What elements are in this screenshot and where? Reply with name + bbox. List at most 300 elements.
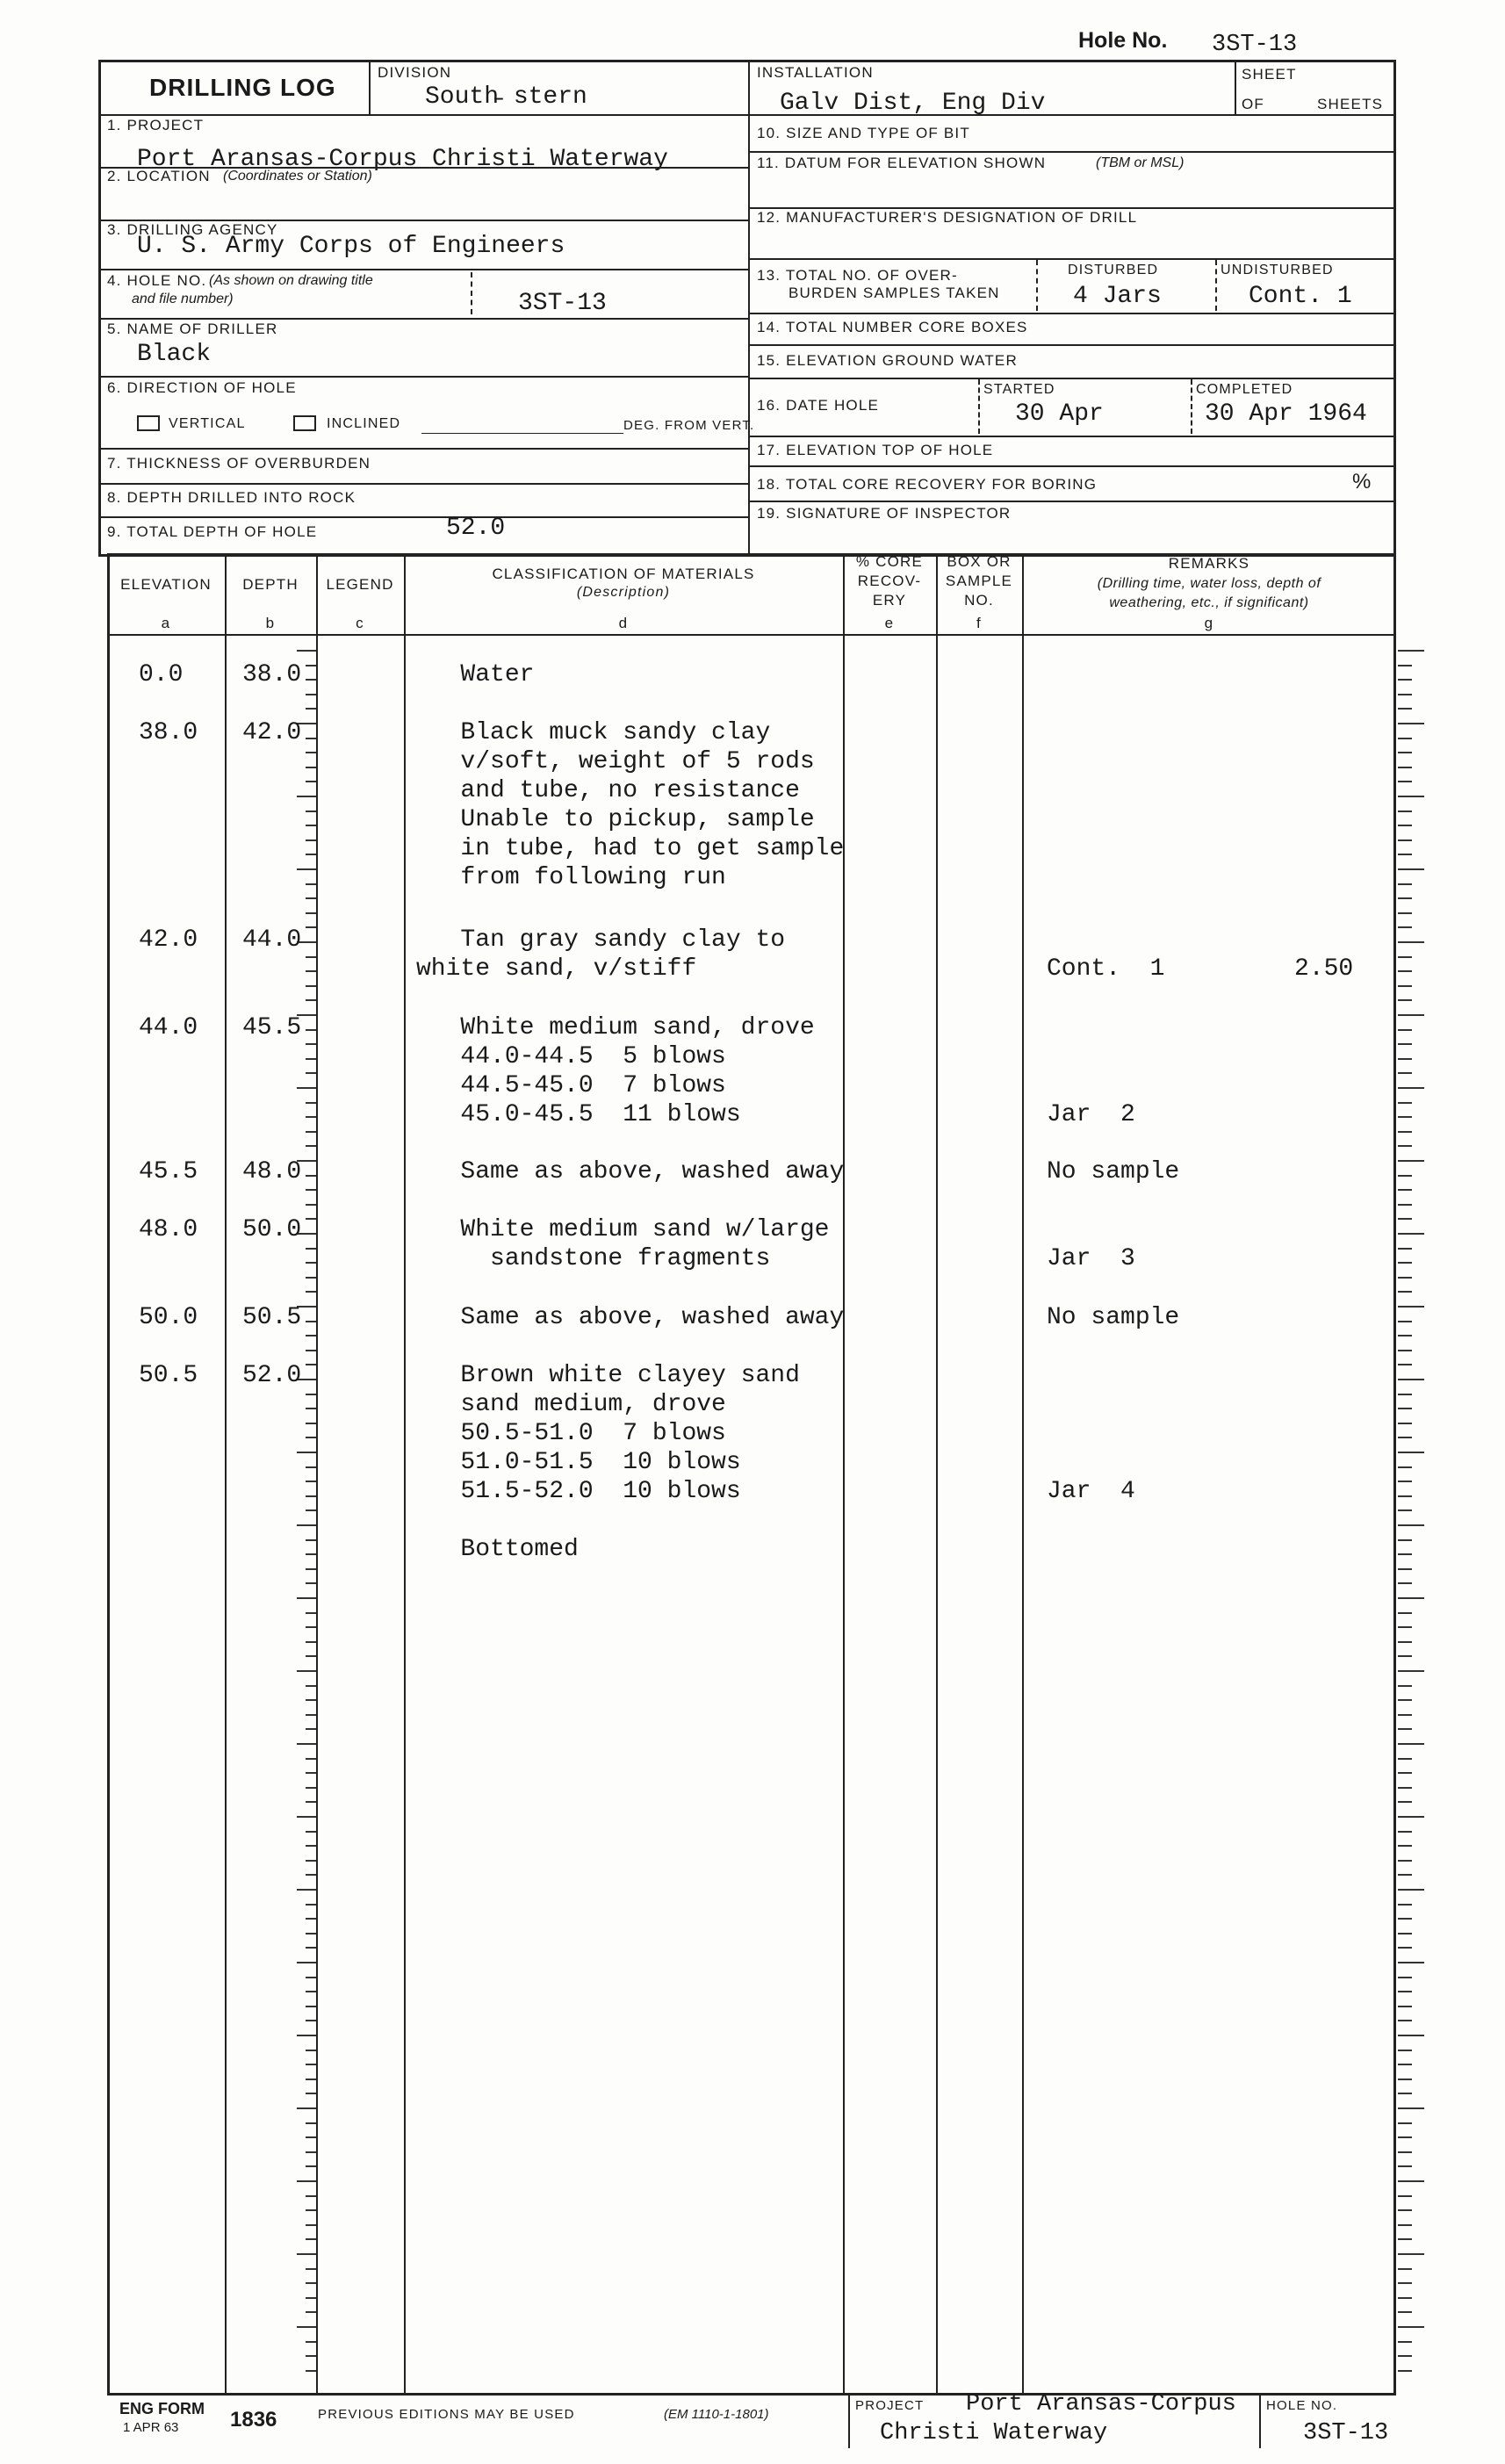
footer-number: 1836 [230,2408,277,2432]
margin-tick [1398,1029,1412,1031]
drill-designation-label: 12. MANUFACTURER'S DESIGNATION OF DRILL [757,209,1138,226]
margin-tick [1398,1277,1412,1279]
ground-water-label: 15. ELEVATION GROUND WATER [757,352,1018,369]
margin-tick [1398,1787,1412,1789]
depth-tick [306,1874,316,1876]
row-4-depth: 45.5 [242,1014,302,1041]
disturbed-value: 4 Jars [1073,283,1162,310]
margin-tick [1398,1350,1412,1351]
depth-tick [306,1845,316,1847]
depth-tick [306,1481,316,1482]
margin-tick [1398,1582,1412,1584]
depth-tick [297,1962,316,1963]
row-8-elevation: 50.5 [139,1362,198,1389]
margin-tick [1398,912,1412,914]
depth-tick [306,1058,316,1060]
footer-project-label: PROJECT [855,2398,925,2413]
depth-tick [306,1728,316,1730]
depth-tick [306,1437,316,1438]
depth-tick [306,2079,316,2080]
hole-no-note: (As shown on drawing title [209,273,373,288]
margin-tick [1398,2035,1424,2036]
division-label: DIVISION [378,64,452,81]
depth-tick [306,1218,316,1220]
footer-hole-label: HOLE NO. [1266,2398,1338,2413]
samples-label-a: 13. TOTAL NO. OF OVER- [757,267,958,284]
margin-tick [1398,1947,1412,1949]
row-5-elevation: 45.5 [139,1158,198,1185]
depth-tick [306,970,316,972]
margin-tick [1398,2020,1412,2021]
row-7-description: Same as above, washed away [416,1304,845,1331]
footer-date: 1 APR 63 [123,2420,179,2435]
margin-tick [1398,1728,1412,1730]
margin-tick [1398,679,1412,681]
margin-tick [1398,665,1412,666]
bit-label: 10. SIZE AND TYPE OF BIT [757,125,970,141]
depth-tick [306,1641,316,1643]
col-classification: CLASSIFICATION OF MATERIALS [492,566,755,582]
margin-tick [1398,1655,1412,1657]
row-3-elevation: 42.0 [139,926,198,954]
installation-label: INSTALLATION [757,64,874,81]
margin-tick [1398,1743,1424,1745]
depth-tick [306,926,316,928]
margin-tick [1398,1933,1412,1934]
project-value: Port Aransas-Corpus Christi Waterway [137,146,668,173]
depth-tick [306,2297,316,2299]
margin-tick [1398,2311,1412,2313]
depth-tick [306,1655,316,1657]
col-remarks: REMARKS [1168,555,1250,572]
footer-project-value-2: Christi Waterway [880,2420,1108,2446]
margin-tick [1398,1699,1412,1701]
margin-tick [1398,1539,1412,1541]
margin-tick [1398,2341,1412,2343]
inclined-checkbox[interactable] [293,415,316,431]
depth-tick [306,1699,316,1701]
margin-tick [1398,1335,1412,1336]
depth-tick [306,694,316,695]
depth-tick [306,1394,316,1395]
margin-tick [1398,1189,1412,1191]
depth-tick [306,1582,316,1584]
margin-tick [1398,2195,1412,2197]
col-core-a: % CORE [855,553,924,570]
margin-tick [1398,956,1412,958]
depth-tick [306,1175,316,1177]
depth-tick [306,2238,316,2240]
footer-project-value-1: Port Aransas-Corpus [966,2391,1236,2417]
depth-tick [306,1335,316,1336]
row-5-remark: No sample [1047,1158,1180,1185]
depth-tick [306,1262,316,1264]
row-4-remark: Jar 2 [1047,1101,1135,1128]
datum-note: (TBM or MSL) [1096,155,1185,170]
depth-tick [306,1933,316,1934]
depth-tick [306,2151,316,2153]
margin-tick [1398,1831,1412,1833]
row-1-depth: 38.0 [242,661,302,688]
depth-tick [306,1145,316,1147]
margin-tick [1398,1626,1412,1628]
row-6-description: White medium sand w/large sandstone fragments [460,1216,830,1272]
col-depth: DEPTH [242,576,299,593]
depth-tick [306,1495,316,1497]
hole-no-header-label: Hole No. [1078,28,1168,53]
margin-tick [1398,2282,1412,2284]
depth-tick [306,1831,316,1833]
inclined-label: INCLINED [327,416,401,431]
col-remarks-b: weathering, etc., if significant) [1109,595,1309,610]
row-5-description: Same as above, washed away [416,1158,845,1185]
completed-value: 30 Apr 1964 [1205,400,1367,428]
row-2-elevation: 38.0 [139,719,198,746]
depth-tick [297,650,316,652]
margin-tick [1398,941,1424,943]
margin-tick [1398,767,1412,768]
core-boxes-label: 14. TOTAL NUMBER CORE BOXES [757,319,1028,335]
depth-tick [306,2224,316,2226]
hole-no-value: 3ST-13 [518,290,607,317]
depth-tick [297,1452,316,1453]
depth-tick [306,1860,316,1862]
footer-hole-value: 3ST-13 [1303,2420,1389,2446]
vertical-checkbox[interactable] [137,415,160,431]
depth-tick [306,825,316,826]
depth-tick [297,1743,316,1745]
margin-tick [1398,2355,1412,2357]
depth-tick [306,2050,316,2051]
margin-tick [1398,1845,1412,1847]
vertical-label: VERTICAL [169,416,246,431]
row-6-elevation: 48.0 [139,1216,198,1243]
margin-tick [1398,723,1424,724]
drilling-agency-label: 3. DRILLING AGENCY [107,221,278,238]
margin-tick [1398,1145,1412,1147]
col-elevation: ELEVATION [120,576,212,593]
margin-tick [1398,1043,1412,1045]
depth-tick [306,2136,316,2138]
rock-depth-label: 8. DEPTH DRILLED INTO ROCK [107,489,356,506]
installation-value: Galv Dist, Eng Div [780,90,1046,117]
margin-tick [1398,1452,1424,1453]
margin-tick [1398,1072,1412,1074]
datum-label: 11. DATUM FOR ELEVATION SHOWN [757,155,1047,171]
margin-tick [1398,926,1412,928]
depth-tick [306,1029,316,1031]
row-3-description: Tan gray sandy clay to white sand, v/stiff [416,926,786,983]
hole-no-note2: and file number) [132,292,234,306]
margin-tick [1398,1394,1412,1395]
margin-tick [1398,970,1412,972]
margin-tick [1398,839,1412,841]
margin-tick [1398,1991,1412,1992]
depth-tick [306,1758,316,1760]
depth-tick [306,883,316,885]
location-label: 2. LOCATION [107,168,211,184]
margin-tick [1398,2180,1424,2182]
depth-tick [306,2093,316,2094]
depth-tick [306,752,316,753]
depth-tick [306,1189,316,1191]
margin-tick [1398,2093,1412,2094]
row-2-depth: 42.0 [242,719,302,746]
margin-tick [1398,1874,1412,1876]
sheet-label: SHEET [1242,66,1297,83]
inspector-label: 19. SIGNATURE OF INSPECTOR [757,505,1012,522]
depth-tick [306,2311,316,2313]
depth-tick [306,2020,316,2021]
project-label: 1. PROJECT [107,117,205,133]
overburden-label: 7. THICKNESS OF OVERBURDEN [107,455,371,472]
row-8-depth: 52.0 [242,1362,302,1389]
depth-tick [306,985,316,987]
depth-tick [306,1714,316,1716]
depth-tick [306,1612,316,1614]
row-1-elevation: 0.0 [139,661,184,688]
depth-tick [306,1291,316,1293]
margin-tick [1398,1248,1412,1250]
margin-tick [1398,2238,1412,2240]
depth-tick [297,1597,316,1599]
sheet-sheets: SHEETS [1317,96,1384,112]
row-6-remark: Jar 3 [1047,1245,1135,1272]
margin-tick [1398,1116,1412,1118]
depth-tick [306,2355,316,2357]
date-hole-label: 16. DATE HOLE [757,397,880,414]
depth-tick [297,1524,316,1526]
undisturbed-value: Cont. 1 [1249,283,1352,310]
depth-tick [297,796,316,797]
depth-tick [306,1787,316,1789]
depth-tick [306,956,316,958]
margin-tick [1398,1014,1424,1016]
margin-tick [1398,1495,1412,1497]
row-4-description: White medium sand, drove 44.0-44.5 5 blows 44.5-45.0 7 blows 45.0-45.5 11 blows [460,1014,815,1128]
margin-tick [1398,1466,1412,1468]
margin-tick [1398,1204,1412,1206]
col-box-a: BOX OR [947,553,1012,570]
margin-tick [1398,999,1412,1001]
depth-tick [306,1568,316,1570]
depth-tick [306,708,316,710]
margin-tick [1398,1408,1412,1409]
col-letter-a: a [161,615,171,631]
depth-tick [306,1977,316,1978]
depth-tick [306,1408,316,1409]
depth-tick [297,2035,316,2036]
col-box-b: SAMPLE [945,573,1013,589]
depth-tick [306,679,316,681]
margin-tick [1398,2326,1424,2328]
depth-tick [306,1043,316,1045]
depth-tick [306,1509,316,1511]
margin-tick [1398,738,1412,739]
margin-tick [1398,781,1412,782]
col-core-b: RECOV- [857,573,922,589]
margin-tick [1398,2297,1412,2299]
footer-em: (EM 1110-1-1801) [664,2407,769,2422]
footer-form: ENG FORM [119,2400,205,2417]
margin-tick [1398,1641,1412,1643]
row-5-depth: 48.0 [242,1158,302,1185]
depth-tick [306,1248,316,1250]
margin-tick [1398,2268,1412,2270]
depth-tick [306,2282,316,2284]
depth-tick [306,738,316,739]
row-8-remark: Jar 4 [1047,1478,1135,1505]
margin-tick [1398,1816,1424,1818]
depth-tick [306,1685,316,1687]
depth-tick [306,781,316,782]
margin-tick [1398,811,1412,812]
col-letter-g: g [1204,615,1214,631]
margin-tick [1398,1962,1424,1963]
top-elevation-label: 17. ELEVATION TOP OF HOLE [757,442,994,458]
depth-tick [306,839,316,841]
col-box-c: NO. [964,592,994,609]
depth-tick [306,1626,316,1628]
depth-tick [306,2195,316,2197]
depth-tick [306,1553,316,1555]
depth-tick [306,1772,316,1774]
row-2-description: Black muck sandy clay v/soft, weight of 5 rods and tube, no resistance Unable to pickup, sample in tube, had to get sample from following run [460,719,845,891]
col-letter-d: d [618,615,629,631]
row-3-remark-value: 2.50 [1294,955,1354,983]
margin-tick [1398,1291,1412,1293]
hole-no-label: 4. HOLE NO. [107,272,207,289]
depth-tick [297,2180,316,2182]
row-8-description: Brown white clayey sand sand medium, drove 50.5-51.0 7 blows 51.0-51.5 10 blows 51.5-52.0 10 blows Bottomed [460,1362,800,1563]
depth-tick [306,811,316,812]
margin-tick [1398,868,1424,870]
margin-tick [1398,1553,1412,1555]
margin-tick [1398,1904,1412,1906]
depth-tick [297,2107,316,2109]
depth-tick [306,1466,316,1468]
col-legend: LEGEND [326,576,394,593]
margin-tick [1398,985,1412,987]
margin-tick [1398,854,1412,855]
depth-tick [297,2253,316,2255]
margin-tick [1398,708,1412,710]
margin-tick [1398,1612,1412,1614]
depth-tick [297,1816,316,1818]
depth-tick [297,1889,316,1891]
depth-tick [306,1116,316,1118]
depth-tick [306,897,316,899]
row-6-depth: 50.0 [242,1216,302,1243]
margin-tick [1398,1102,1412,1104]
row-7-depth: 50.5 [242,1304,302,1331]
row-3-depth: 44.0 [242,926,302,954]
depth-tick [297,868,316,870]
margin-tick [1398,1364,1412,1365]
col-remarks-a: (Drilling time, water loss, depth of [1097,576,1321,591]
margin-tick [1398,825,1412,826]
started-label: STARTED [983,382,1055,397]
margin-tick [1398,1889,1424,1891]
depth-tick [306,2341,316,2343]
margin-tick [1398,1437,1412,1438]
deg-label: DEG. FROM VERT. [623,418,755,433]
margin-tick [1398,2107,1424,2109]
location-note: (Coordinates or Station) [223,169,372,184]
depth-tick [306,1131,316,1133]
hole-no-header-value: 3ST-13 [1212,32,1298,58]
margin-tick [1398,1918,1412,1920]
col-letter-c: c [356,615,364,631]
margin-tick [1398,1714,1412,1716]
margin-tick [1398,1379,1424,1380]
margin-tick [1398,1058,1412,1060]
margin-tick [1398,2006,1412,2007]
depth-tick [306,1801,316,1803]
margin-tick [1398,694,1412,695]
disturbed-label: DISTURBED [1068,263,1159,277]
total-depth-value: 52.0 [446,515,506,542]
depth-tick [306,2165,316,2167]
depth-tick [306,2209,316,2211]
row-4-elevation: 44.0 [139,1014,198,1041]
depth-tick [306,1350,316,1351]
margin-tick [1398,1801,1412,1803]
margin-tick [1398,2224,1412,2226]
margin-tick [1398,752,1412,753]
margin-tick [1398,1524,1424,1526]
margin-tick [1398,2050,1412,2051]
margin-tick [1398,796,1424,797]
direction-label: 6. DIRECTION OF HOLE [107,379,297,396]
margin-tick [1398,1233,1424,1235]
depth-tick [306,1991,316,1992]
depth-tick [306,1947,316,1949]
depth-tick [306,2006,316,2007]
margin-tick [1398,2064,1412,2065]
driller-value: Black [137,341,212,368]
col-letter-e: e [884,615,895,631]
division-value: South̵ stern [425,83,587,111]
samples-label-b: BURDEN SAMPLES TAKEN [789,285,1000,301]
depth-tick [306,1539,316,1541]
margin-tick [1398,2136,1412,2138]
depth-tick [306,2122,316,2124]
depth-tick [297,1087,316,1089]
margin-tick [1398,2165,1412,2167]
depth-tick [306,1204,316,1206]
core-recovery-label: 18. TOTAL CORE RECOVERY FOR BORING [757,476,1098,493]
row-3-remark: Cont. 1 [1047,955,1165,983]
margin-tick [1398,1685,1412,1687]
col-core-c: ERY [872,592,907,609]
margin-tick [1398,1568,1412,1570]
margin-tick [1398,1218,1412,1220]
depth-tick [297,2326,316,2328]
depth-tick [306,1423,316,1424]
margin-tick [1398,2209,1412,2211]
margin-tick [1398,1509,1412,1511]
depth-tick [297,1670,316,1672]
row-7-remark: No sample [1047,1304,1180,1331]
col-letter-b: b [265,615,276,631]
margin-tick [1398,1160,1424,1162]
depth-tick [306,1321,316,1322]
margin-tick [1398,2370,1412,2372]
depth-tick [306,1277,316,1279]
depth-tick [306,1072,316,1074]
margin-tick [1398,1321,1412,1322]
